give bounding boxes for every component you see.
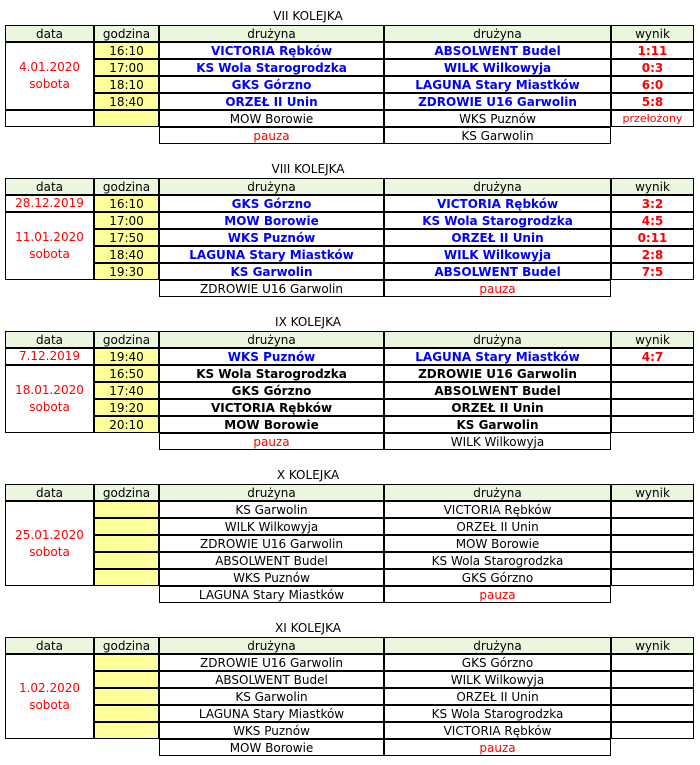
header-score: wynik (611, 637, 694, 654)
away-team: ORZEŁ II Unin (384, 688, 611, 705)
header-date: data (5, 637, 94, 654)
away-team: WILK Wilkowyja (384, 671, 611, 688)
pausing-team: WILK Wilkowyja (384, 433, 611, 450)
kickoff-time: 19:40 (94, 348, 159, 365)
weekday-text: sobota (29, 544, 70, 559)
weekday-text: sobota (29, 247, 70, 261)
date-text: 4.01.2020 (18, 60, 81, 74)
match-date (5, 42, 94, 110)
date-empty (5, 110, 94, 127)
match-date (5, 348, 94, 365)
pause-label: pauza (384, 280, 611, 297)
home-team: ORZEŁ II Unin (159, 93, 384, 110)
pausing-team: KS Garwolin (384, 127, 611, 144)
away-team: KS Wola Starogrodzka (384, 705, 611, 722)
header-home: drużyna (159, 25, 384, 42)
kickoff-time: 17:00 (94, 59, 159, 76)
round-title: VIII KOLEJKA (271, 162, 345, 176)
kickoff-time (94, 518, 159, 535)
kickoff-time (94, 110, 159, 127)
away-team: VICTORIA Rębków (384, 195, 611, 212)
weekday-text: sobota (29, 77, 70, 91)
away-team: ABSOLWENT Budel (384, 263, 611, 280)
away-team: ZDROWIE U16 Garwolin (384, 365, 611, 382)
weekday-text: sobota (29, 697, 70, 712)
pausing-team: ZDROWIE U16 Garwolin (159, 280, 384, 297)
home-team: ABSOLWENT Budel (159, 671, 384, 688)
match-score (611, 671, 694, 688)
kickoff-time: 19:30 (94, 263, 159, 280)
header-date: data (5, 484, 94, 501)
kickoff-time: 18:10 (94, 76, 159, 93)
header-away: drużyna (384, 331, 611, 348)
kickoff-time (94, 722, 159, 739)
match-score (611, 705, 694, 722)
away-team: VICTORIA Rębków (384, 501, 611, 518)
match-score: 4:5 (611, 212, 694, 229)
match-score (611, 688, 694, 705)
match-score: 3:2 (611, 195, 694, 212)
match-score (611, 535, 694, 552)
kickoff-time (94, 552, 159, 569)
match-score (611, 569, 694, 586)
kickoff-time: 17:00 (94, 212, 159, 229)
kickoff-time (94, 569, 159, 586)
date-text: 11.01.2020 (15, 230, 84, 244)
match-score (611, 518, 694, 535)
header-score: wynik (611, 25, 694, 42)
pausing-team: LAGUNA Stary Miastków (159, 586, 384, 603)
kickoff-time (94, 688, 159, 705)
kickoff-time (94, 671, 159, 688)
away-team: WILK Wilkowyja (384, 246, 611, 263)
away-team: WILK Wilkowyja (384, 59, 611, 76)
match-date (5, 654, 94, 739)
header-date: data (5, 178, 94, 195)
away-team: ABSOLWENT Budel (384, 382, 611, 399)
home-team: LAGUNA Stary Miastków (159, 705, 384, 722)
kickoff-time: 18:40 (94, 246, 159, 263)
header-home: drużyna (159, 178, 384, 195)
home-team: MOW Borowie (159, 110, 384, 127)
match-score: 7:5 (611, 263, 694, 280)
kickoff-time (94, 535, 159, 552)
home-team: WKS Puznów (159, 722, 384, 739)
match-score: 4:7 (611, 348, 694, 365)
pause-label: pauza (159, 433, 384, 450)
match-score: 0:11 (611, 229, 694, 246)
header-score: wynik (611, 484, 694, 501)
away-team: GKS Górzno (384, 654, 611, 671)
home-team: GKS Górzno (159, 76, 384, 93)
match-score (611, 365, 694, 382)
header-away: drużyna (384, 637, 611, 654)
header-time: godzina (94, 178, 159, 195)
kickoff-time: 17:50 (94, 229, 159, 246)
weekday-text: sobota (29, 400, 70, 414)
home-team: KS Wola Starogrodzka (159, 59, 384, 76)
header-home: drużyna (159, 637, 384, 654)
date-text: 18.01.2020 (15, 383, 84, 397)
match-score (611, 416, 694, 433)
kickoff-time: 16:10 (94, 42, 159, 59)
header-away: drużyna (384, 25, 611, 42)
home-team: ABSOLWENT Budel (159, 552, 384, 569)
home-team: KS Garwolin (159, 263, 384, 280)
header-time: godzina (94, 25, 159, 42)
kickoff-time (94, 501, 159, 518)
header-date: data (5, 25, 94, 42)
home-team: GKS Górzno (159, 382, 384, 399)
home-team: WKS Puznów (159, 569, 384, 586)
header-away: drużyna (384, 178, 611, 195)
pausing-team: MOW Borowie (159, 739, 384, 756)
header-away: drużyna (384, 484, 611, 501)
round-title: XI KOLEJKA (275, 621, 341, 635)
match-date (5, 195, 94, 212)
header-score: wynik (611, 331, 694, 348)
home-team: WKS Puznów (159, 229, 384, 246)
header-home: drużyna (159, 484, 384, 501)
header-score: wynik (611, 178, 694, 195)
home-team: ZDROWIE U16 Garwolin (159, 535, 384, 552)
date-text: 28.12.2019 (15, 196, 84, 210)
match-score (611, 399, 694, 416)
away-team: LAGUNA Stary Miastków (384, 76, 611, 93)
kickoff-time: 16:10 (94, 195, 159, 212)
match-score: przełożony (611, 110, 694, 127)
kickoff-time: 18:40 (94, 93, 159, 110)
home-team: KS Garwolin (159, 688, 384, 705)
pause-label: pauza (384, 739, 611, 756)
kickoff-time: 17:40 (94, 382, 159, 399)
match-score: 2:8 (611, 246, 694, 263)
home-team: VICTORIA Rębków (159, 399, 384, 416)
kickoff-time: 19:20 (94, 399, 159, 416)
away-team: ZDROWIE U16 Garwolin (384, 93, 611, 110)
pause-label: pauza (384, 586, 611, 603)
match-score (611, 722, 694, 739)
header-time: godzina (94, 637, 159, 654)
match-score: 5:8 (611, 93, 694, 110)
away-team: ORZEŁ II Unin (384, 229, 611, 246)
away-team: GKS Górzno (384, 569, 611, 586)
date-text: 1.02.2020 (18, 680, 81, 695)
away-team: ABSOLWENT Budel (384, 42, 611, 59)
away-team: WKS Puznów (384, 110, 611, 127)
away-team: KS Wola Starogrodzka (384, 552, 611, 569)
away-team: LAGUNA Stary Miastków (384, 348, 611, 365)
pause-label: pauza (159, 127, 384, 144)
match-score (611, 501, 694, 518)
home-team: WKS Puznów (159, 348, 384, 365)
kickoff-time: 16:50 (94, 365, 159, 382)
match-score (611, 654, 694, 671)
round-title: VII KOLEJKA (273, 9, 343, 23)
home-team: MOW Borowie (159, 416, 384, 433)
away-team: MOW Borowie (384, 535, 611, 552)
home-team: VICTORIA Rębków (159, 42, 384, 59)
header-time: godzina (94, 484, 159, 501)
match-date (5, 212, 94, 280)
round-title: IX KOLEJKA (275, 315, 341, 329)
home-team: WILK Wilkowyja (159, 518, 384, 535)
header-date: data (5, 331, 94, 348)
away-team: VICTORIA Rębków (384, 722, 611, 739)
home-team: MOW Borowie (159, 212, 384, 229)
date-text: 7.12.2019 (18, 349, 81, 363)
match-score (611, 552, 694, 569)
match-date (5, 501, 94, 586)
header-home: drużyna (159, 331, 384, 348)
kickoff-time (94, 654, 159, 671)
home-team: KS Wola Starogrodzka (159, 365, 384, 382)
match-score: 1:11 (611, 42, 694, 59)
home-team: KS Garwolin (159, 501, 384, 518)
date-text: 25.01.2020 (15, 527, 84, 542)
kickoff-time: 20:10 (94, 416, 159, 433)
round-title: X KOLEJKA (276, 468, 340, 482)
home-team: GKS Górzno (159, 195, 384, 212)
home-team: LAGUNA Stary Miastków (159, 246, 384, 263)
match-score: 0:3 (611, 59, 694, 76)
header-time: godzina (94, 331, 159, 348)
home-team: ZDROWIE U16 Garwolin (159, 654, 384, 671)
away-team: KS Wola Starogrodzka (384, 212, 611, 229)
away-team: ORZEŁ II Unin (384, 518, 611, 535)
kickoff-time (94, 705, 159, 722)
away-team: KS Garwolin (384, 416, 611, 433)
match-score (611, 382, 694, 399)
match-score: 6:0 (611, 76, 694, 93)
away-team: ORZEŁ II Unin (384, 399, 611, 416)
match-date (5, 365, 94, 433)
